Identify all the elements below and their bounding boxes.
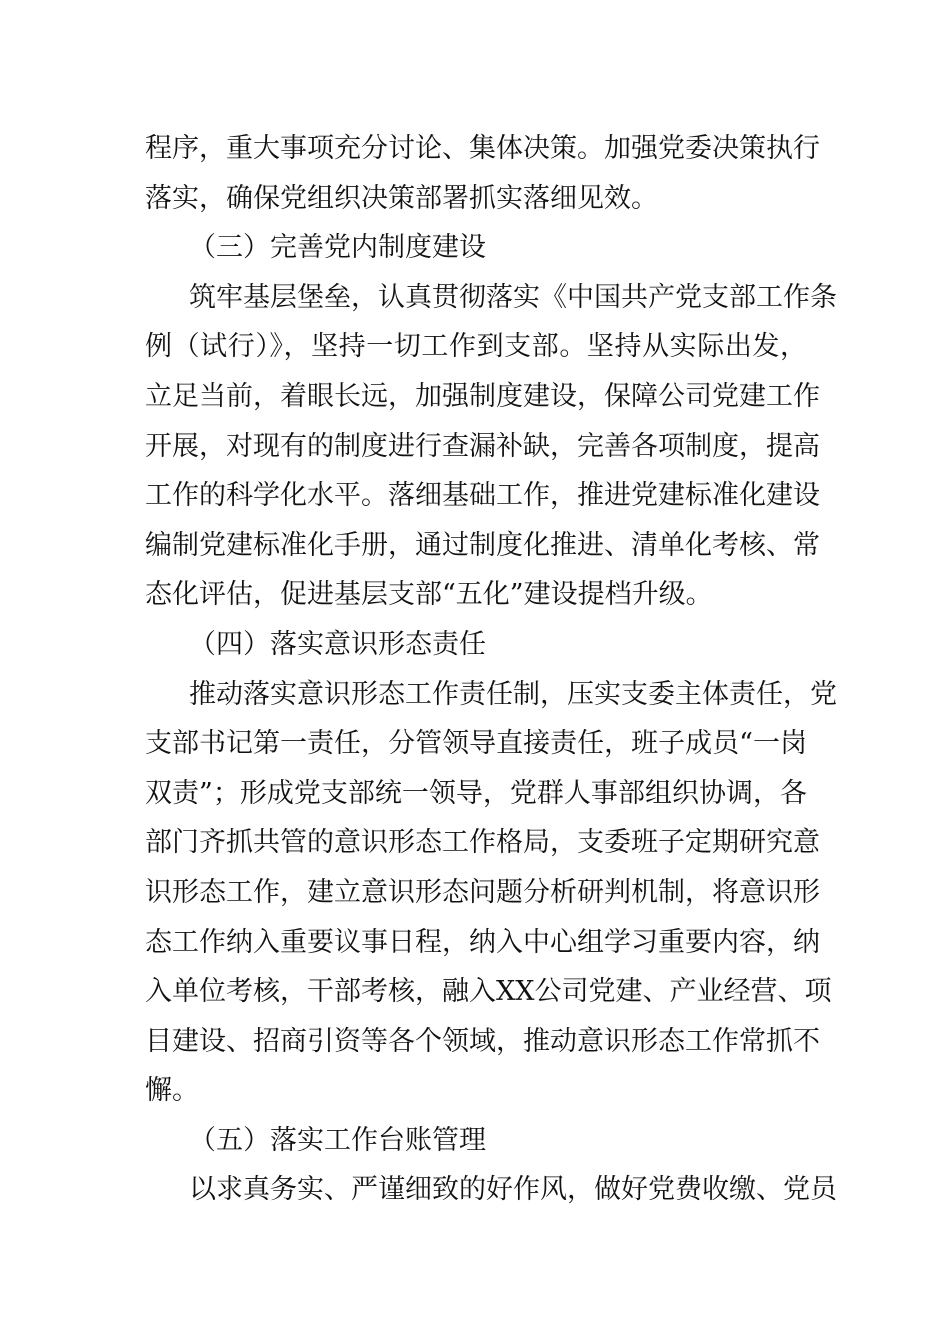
text-line: 支部书记第一责任，分管领导直接责任，班子成员“一岗 — [145, 728, 807, 760]
text-line: 目建设、招商引资等各个领域，推动意识形态工作常抓不 — [145, 1025, 820, 1057]
text-line: 立足当前，着眼长远，加强制度建设，保障公司党建工作 — [145, 380, 820, 412]
text-line: 程序，重大事项充分讨论、集体决策。加强党委决策执行 — [145, 133, 820, 164]
text-line: 态化评估，促进基层支部“五化”建设提档升级。 — [145, 579, 713, 611]
text-line: 开展，对现有的制度进行查漏补缺，完善各项制度，提高 — [145, 430, 820, 462]
text-line: 筑牢基层堡垒，认真贯彻落实《中国共产党支部工作条 — [189, 281, 837, 313]
text-line: 双责”；形成党支部统一领导，党群人事部组织协调，各 — [145, 777, 807, 809]
text-line: 例（试行）》，坚持一切工作到支部。坚持从实际出发， — [145, 331, 807, 363]
text-line: 编制党建标准化手册，通过制度化推进、清单化考核、常 — [145, 529, 820, 561]
text-line: 以求真务实、严谨细致的好作风，做好党费收缴、党员 — [189, 1174, 837, 1206]
text-line: 推动落实意识形态工作责任制，压实支委主体责任，党 — [189, 678, 837, 710]
text-line: 识形态工作，建立意识形态问题分析研判机制，将意识形 — [145, 876, 820, 908]
text-line: 部门齐抓共管的意识形态工作格局，支委班子定期研究意 — [145, 827, 820, 859]
text-line: 入单位考核，干部考核，融入XX公司党建、产业经营、项 — [145, 976, 832, 1008]
section-heading: （五）落实工作台账管理 — [189, 1124, 486, 1156]
text-line: 工作的科学化水平。落细基础工作，推进党建标准化建设 — [145, 480, 820, 512]
text-line: 落实，确保党组织决策部署抓实落细见效。 — [145, 182, 658, 214]
document-body — [145, 124, 837, 1215]
text-line: 懈。 — [145, 1075, 199, 1107]
text-line: 态工作纳入重要议事日程，纳入中心组学习重要内容，纳 — [145, 926, 820, 958]
section-heading: （四）落实意识形态责任 — [189, 628, 486, 660]
section-heading: （三）完善党内制度建设 — [189, 232, 486, 264]
